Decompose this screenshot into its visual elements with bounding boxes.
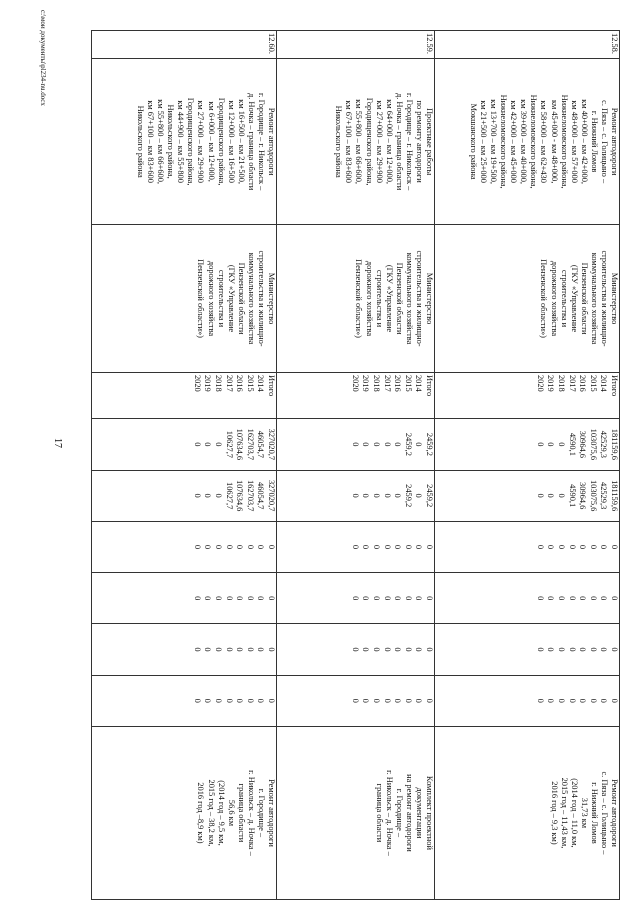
budget-column-b-value: 0 bbox=[214, 596, 224, 601]
budget-column-b-value: 0 bbox=[382, 596, 392, 601]
total-funding-value: 0 bbox=[414, 442, 424, 447]
executor-line: строительства и bbox=[374, 269, 384, 328]
budget-column-a-value: 0 bbox=[214, 544, 224, 550]
regional-budget-value: 0 bbox=[535, 493, 545, 498]
measure-name bbox=[277, 59, 435, 225]
expected-result-line: 31,73 км bbox=[579, 797, 589, 829]
budget-column-c-value: 0 bbox=[567, 647, 577, 652]
budget-column-b-value: 0 bbox=[245, 596, 255, 601]
budget-column-b-value: 0 bbox=[535, 596, 545, 601]
measure-name-line: Городищенского района, bbox=[216, 97, 226, 186]
budget-column-b-value: 0 bbox=[350, 596, 360, 601]
measure-name bbox=[435, 59, 620, 225]
total-funding-value: 0 bbox=[557, 442, 567, 447]
expected-result bbox=[92, 726, 277, 899]
measure-name-line: д. Ночка – граница области bbox=[394, 92, 404, 191]
budget-column-a-value: 0 bbox=[567, 544, 577, 550]
budget-column-d-value: 0 bbox=[578, 698, 588, 703]
measure-name-line: км 6+000 – км 12+000, bbox=[206, 101, 216, 182]
measure-name-line: км 67+100 – км 83+600 bbox=[344, 100, 354, 183]
budget-column-b-value: 0 bbox=[203, 596, 213, 601]
table-row bbox=[435, 31, 620, 900]
regional-budget-value: 30964,6 bbox=[578, 482, 588, 510]
year-list bbox=[435, 372, 620, 418]
budget-column-d-value: 0 bbox=[414, 698, 424, 703]
year-list-value: 2017 bbox=[382, 374, 392, 392]
budget-column-d bbox=[92, 675, 277, 726]
regional-budget bbox=[277, 470, 435, 521]
total-funding-value: 0 bbox=[192, 442, 202, 447]
budget-column-b-value: 0 bbox=[256, 596, 266, 601]
budget-column-a-value: 0 bbox=[414, 544, 424, 550]
budget-column-d-value: 0 bbox=[557, 698, 567, 703]
regional-budget-value: 42529,3 bbox=[599, 482, 609, 510]
budget-column-a-value: 0 bbox=[245, 544, 255, 550]
year-list bbox=[92, 372, 277, 418]
budget-column-b-value: 0 bbox=[192, 596, 202, 601]
measure-name-line: км 64+000 – км 12+000, bbox=[384, 99, 394, 184]
executor bbox=[435, 225, 620, 373]
total-funding-value: 327020,7 bbox=[267, 428, 276, 461]
regional-budget-value: 162703,7 bbox=[245, 479, 255, 512]
budget-column-a bbox=[435, 521, 620, 572]
executor-line: коммунального хозяйства bbox=[404, 252, 414, 345]
expected-result-line: на ремонт автодороги bbox=[404, 774, 414, 852]
total-funding bbox=[277, 419, 435, 470]
budget-column-d-value: 0 bbox=[610, 698, 619, 703]
budget-column-c-value: 0 bbox=[350, 647, 360, 652]
measure-name-line: км 27+000 – км 29+900 bbox=[196, 100, 206, 183]
year-list-value: 2016 bbox=[578, 374, 588, 392]
budget-column-d-value: 0 bbox=[350, 698, 360, 703]
budget-column-a-value: 0 bbox=[203, 544, 213, 550]
budget-column-a-value: 0 bbox=[361, 544, 371, 550]
budget-column-c-value: 0 bbox=[267, 647, 276, 652]
regional-budget-value: 0 bbox=[214, 493, 224, 498]
table-row bbox=[277, 31, 435, 900]
executor bbox=[277, 225, 435, 373]
budget-column-b-value: 0 bbox=[393, 596, 403, 601]
measure-name-line: Городищенского района, bbox=[364, 97, 374, 186]
year-list-value: 2014 bbox=[414, 374, 424, 392]
budget-column-a-value: 0 bbox=[588, 544, 598, 550]
budget-column-a-value: 0 bbox=[599, 544, 609, 550]
budget-column-d-value: 0 bbox=[267, 698, 276, 703]
total-funding bbox=[92, 419, 277, 470]
year-list-value: Итого bbox=[425, 374, 434, 397]
regional-budget-value: 0 bbox=[557, 493, 567, 498]
year-list-value: 2019 bbox=[546, 374, 556, 392]
year-list-value: 2019 bbox=[361, 374, 371, 392]
budget-column-c-value: 0 bbox=[393, 647, 403, 652]
measure-name-line: с. Пяза – с. Голицыно – bbox=[599, 100, 609, 184]
regional-budget-value: 46054,7 bbox=[256, 482, 266, 510]
measure-name bbox=[92, 59, 277, 225]
expected-result-line: г. Никольск – д. Ночка – bbox=[384, 770, 394, 856]
year-list-value: 2018 bbox=[557, 374, 567, 392]
budget-column-a-value: 0 bbox=[350, 544, 360, 550]
year-list-value: 2014 bbox=[599, 374, 609, 392]
measure-name-line: г. Городище – г. Никольск – bbox=[256, 92, 266, 191]
expected-result-line: Ремонт автодороги bbox=[610, 779, 619, 847]
budget-column-a-value: 0 bbox=[557, 544, 567, 550]
executor-line: строительства и жилищно- bbox=[599, 250, 609, 347]
expected-result-line: граница области bbox=[374, 783, 384, 843]
executor-line: дорожного хозяйства bbox=[364, 260, 374, 337]
budget-column-b-value: 0 bbox=[546, 596, 556, 601]
budget-column-b-value: 0 bbox=[267, 596, 276, 601]
total-funding-value: 0 bbox=[361, 442, 371, 447]
total-funding-value: 10627,7 bbox=[224, 430, 234, 458]
measure-name-line: км 40+000 – км 42+000, bbox=[579, 99, 589, 184]
total-funding-value: 0 bbox=[214, 442, 224, 447]
budget-column-c-value: 0 bbox=[214, 647, 224, 652]
year-list-value: 2016 bbox=[393, 374, 403, 392]
total-funding-value: 0 bbox=[372, 442, 382, 447]
budget-column-d-value: 0 bbox=[203, 698, 213, 703]
expected-result-line: 2016 год – 9,3 км) bbox=[549, 781, 559, 845]
executor-line: Пензенской области») bbox=[196, 259, 206, 338]
measure-name-line: г. Городище – г. Никольск – bbox=[404, 92, 414, 191]
budget-column-a-value: 0 bbox=[403, 544, 413, 550]
budget-column-a-value: 0 bbox=[425, 544, 434, 550]
total-funding-value: 0 bbox=[382, 442, 392, 447]
budget-column-b-value: 0 bbox=[235, 596, 245, 601]
expected-result-line: граница области bbox=[236, 783, 246, 843]
total-funding-value: 162703,7 bbox=[245, 428, 255, 461]
total-funding-value: 0 bbox=[203, 442, 213, 447]
regional-budget-value: 0 bbox=[414, 493, 424, 498]
budget-column-c-value: 0 bbox=[382, 647, 392, 652]
measure-name-line: Городищенского района, bbox=[186, 97, 196, 186]
budget-column-d-value: 0 bbox=[372, 698, 382, 703]
budget-column-b-value: 0 bbox=[610, 596, 619, 601]
measure-name-line: Проектные работы bbox=[425, 107, 434, 176]
budget-column-a-value: 0 bbox=[546, 544, 556, 550]
budget-column-a-value: 0 bbox=[393, 544, 403, 550]
total-funding-value: 46054,7 bbox=[256, 430, 266, 458]
measure-name-line: км 13+700 – км 19+500, bbox=[489, 99, 499, 184]
regional-budget-value: 4590,1 bbox=[567, 484, 577, 508]
total-funding-value: 2459,2 bbox=[425, 432, 434, 456]
year-list-value: 2020 bbox=[535, 374, 545, 392]
budget-column-b-value: 0 bbox=[414, 596, 424, 601]
budget-column-a-value: 0 bbox=[382, 544, 392, 550]
executor-line: дорожного хозяйства bbox=[206, 260, 216, 337]
executor-line: строительства и жилищно- bbox=[256, 250, 266, 347]
year-list-value: 2019 bbox=[203, 374, 213, 392]
budget-column-d-value: 0 bbox=[546, 698, 556, 703]
measure-name-line: км 58+000 – км 62+430 bbox=[539, 100, 549, 183]
row-number: 12.58. bbox=[435, 31, 620, 59]
executor-line: Министерство bbox=[267, 272, 276, 325]
total-funding-value: 0 bbox=[546, 442, 556, 447]
budget-column-c-value: 0 bbox=[256, 647, 266, 652]
year-list-value: 2018 bbox=[214, 374, 224, 392]
budget-column-a-value: 0 bbox=[235, 544, 245, 550]
budget-column-d-value: 0 bbox=[361, 698, 371, 703]
measure-name-line: км 45+000 - км 48+000, bbox=[549, 99, 559, 184]
executor-line: (ГКУ «Управление bbox=[569, 264, 579, 333]
budget-column-d-value: 0 bbox=[403, 698, 413, 703]
budget-column-b-value: 0 bbox=[425, 596, 434, 601]
expected-result bbox=[277, 726, 435, 899]
year-list-value: 2020 bbox=[192, 374, 202, 392]
budget-column-b bbox=[92, 573, 277, 624]
budget-column-b-value: 0 bbox=[403, 596, 413, 601]
total-funding-value: 107634,6 bbox=[235, 428, 245, 461]
executor-line: Пензенской области bbox=[394, 262, 404, 335]
year-list-value: 2017 bbox=[224, 374, 234, 392]
budget-column-b-value: 0 bbox=[557, 596, 567, 601]
executor-line: дорожного хозяйства bbox=[549, 260, 559, 337]
budget-column-c-value: 0 bbox=[425, 647, 434, 652]
total-funding-value: 0 bbox=[393, 442, 403, 447]
regional-budget-value: 103075,6 bbox=[588, 479, 598, 512]
regional-budget-value: 0 bbox=[203, 493, 213, 498]
measure-name-line: км 55+800 – км 66+600, bbox=[156, 99, 166, 184]
total-funding-value: 2459,2 bbox=[403, 432, 413, 456]
measure-name-line: км 48+000 – км 57+000 bbox=[569, 100, 579, 183]
regional-budget-value: 0 bbox=[382, 493, 392, 498]
budget-column-a-value: 0 bbox=[224, 544, 234, 550]
total-funding-value: 4590,1 bbox=[567, 432, 577, 456]
executor-line: коммунального хозяйства bbox=[246, 252, 256, 345]
budget-column-c-value: 0 bbox=[610, 647, 619, 652]
regional-budget-value: 0 bbox=[372, 493, 382, 498]
regional-budget-value: 0 bbox=[361, 493, 371, 498]
expected-result bbox=[435, 726, 620, 899]
budget-column-d-value: 0 bbox=[245, 698, 255, 703]
budget-column-d-value: 0 bbox=[214, 698, 224, 703]
budget-column-c bbox=[435, 624, 620, 675]
budget-column-d-value: 0 bbox=[192, 698, 202, 703]
budget-column-c-value: 0 bbox=[578, 647, 588, 652]
measure-name-line: д. Ночка – граница области bbox=[246, 92, 256, 191]
budget-column-a bbox=[92, 521, 277, 572]
budget-column-b-value: 0 bbox=[567, 596, 577, 601]
expected-result-line: г. Городище – bbox=[394, 788, 404, 838]
budget-column-b-value: 0 bbox=[224, 596, 234, 601]
budget-column-c-value: 0 bbox=[588, 647, 598, 652]
row-number: 12.60. bbox=[92, 31, 277, 59]
total-funding-value: 181159,6 bbox=[610, 428, 619, 460]
measure-name-line: Нижнеломовского района, bbox=[529, 94, 539, 189]
budget-column-d bbox=[277, 675, 435, 726]
measure-name-line: Никольского района bbox=[334, 105, 344, 178]
regional-budget-value: 2459,2 bbox=[425, 484, 434, 508]
budget-column-d-value: 0 bbox=[599, 698, 609, 703]
budget-column-b-value: 0 bbox=[588, 596, 598, 601]
budget-column-c-value: 0 bbox=[235, 647, 245, 652]
expected-result-line: документации bbox=[414, 787, 424, 839]
executor-line: Министерство bbox=[425, 272, 434, 325]
year-list-value: Итого bbox=[267, 374, 276, 397]
executor-line: строительства и bbox=[559, 269, 569, 328]
regional-budget-value: 0 bbox=[393, 493, 403, 498]
measure-name-line: км 27+000 – км 29+900 bbox=[374, 100, 384, 183]
budget-column-c-value: 0 bbox=[372, 647, 382, 652]
expected-result-line: Комплект проектной bbox=[425, 775, 434, 850]
budget-column-c-value: 0 bbox=[535, 647, 545, 652]
budget-column-d-value: 0 bbox=[567, 698, 577, 703]
measure-name-line: км 39+000 – км 40+000, bbox=[519, 99, 529, 184]
total-funding-value: 0 bbox=[350, 442, 360, 447]
expected-result-line: г. Нижний Ломов bbox=[589, 782, 599, 844]
executor bbox=[92, 225, 277, 373]
executor-line: Пензенской области») bbox=[354, 259, 364, 338]
total-funding-value: 30964,6 bbox=[578, 430, 588, 458]
budget-column-d-value: 0 bbox=[425, 698, 434, 703]
regional-budget bbox=[92, 470, 277, 521]
file-path-footer: c:\мои документы\pl234-nu.docx bbox=[39, 10, 47, 106]
year-list bbox=[277, 372, 435, 418]
expected-result-line: (2014 год – 9,5 км, bbox=[216, 780, 226, 846]
total-funding-value: 0 bbox=[535, 442, 545, 447]
budget-column-d bbox=[435, 675, 620, 726]
budget-column-a-value: 0 bbox=[578, 544, 588, 550]
measure-name-line: км 44+900 – км 55+800 bbox=[176, 100, 186, 183]
expected-result-line: 2015 год – 11,43 км, bbox=[559, 777, 569, 849]
budget-column-d-value: 0 bbox=[382, 698, 392, 703]
executor-line: Пензенской области bbox=[579, 262, 589, 335]
total-funding-value: 103075,6 bbox=[588, 428, 598, 461]
budget-column-a-value: 0 bbox=[256, 544, 266, 550]
expected-result-line: (2014 год – 11,0 км, bbox=[569, 778, 579, 848]
measure-name-line: Нижнеломовского района, bbox=[499, 94, 509, 189]
budget-column-d-value: 0 bbox=[235, 698, 245, 703]
budget-column-d-value: 0 bbox=[588, 698, 598, 703]
regional-budget-value: 327020,7 bbox=[267, 479, 276, 512]
regional-budget-value: 0 bbox=[350, 493, 360, 498]
budget-column-b-value: 0 bbox=[578, 596, 588, 601]
measure-name-line: Никольского района, bbox=[166, 104, 176, 179]
budget-column-a-value: 0 bbox=[610, 544, 619, 550]
measure-name-line: Мокшанского района bbox=[468, 103, 478, 180]
year-list-value: 2020 bbox=[350, 374, 360, 392]
measure-name-line: км 67+100 – км 83+600 bbox=[146, 100, 156, 183]
regional-budget-value: 107634,6 bbox=[235, 479, 245, 512]
year-list-value: 2014 bbox=[256, 374, 266, 392]
budget-column-c-value: 0 bbox=[224, 647, 234, 652]
regional-budget-value: 0 bbox=[546, 493, 556, 498]
row-number: 12.59. bbox=[277, 31, 435, 59]
regional-budget bbox=[435, 470, 620, 521]
budget-column-c bbox=[92, 624, 277, 675]
year-list-value: 2015 bbox=[588, 374, 598, 392]
year-list-value: 2016 bbox=[235, 374, 245, 392]
measure-name-line: Ремонт автодороги bbox=[267, 107, 276, 176]
regional-budget-value: 181159,6 bbox=[610, 480, 619, 512]
measure-name-line: км 16+500 – км 21+500, bbox=[236, 99, 246, 184]
expected-result-line: Ремонт автодороги bbox=[267, 779, 276, 847]
budget-column-b-value: 0 bbox=[372, 596, 382, 601]
regional-budget-value: 10627,7 bbox=[224, 482, 234, 510]
budget-column-c-value: 0 bbox=[203, 647, 213, 652]
budget-column-b bbox=[277, 573, 435, 624]
executor-line: (ГКУ «Управление bbox=[226, 264, 236, 333]
regional-budget-value: 0 bbox=[192, 493, 202, 498]
budget-column-b-value: 0 bbox=[361, 596, 371, 601]
budget-column-d-value: 0 bbox=[256, 698, 266, 703]
measure-name-line: Нижнеломовского района, bbox=[559, 94, 569, 189]
expected-result-line: г. Городище – bbox=[256, 788, 266, 838]
executor-line: коммунального хозяйства bbox=[589, 252, 599, 345]
budget-column-c bbox=[277, 624, 435, 675]
measure-name-line: км 55+800 – км 66+600, bbox=[354, 99, 364, 184]
measure-name-line: г. Нижний Ломов bbox=[589, 110, 599, 173]
total-funding-value: 42529,3 bbox=[599, 430, 609, 458]
executor-line: строительства и жилищно- bbox=[414, 250, 424, 347]
executor-line: строительства и bbox=[216, 269, 226, 328]
budget-column-c-value: 0 bbox=[245, 647, 255, 652]
measure-name-line: км 12+000 – км 16+500 bbox=[226, 100, 236, 183]
table-body bbox=[92, 31, 620, 900]
budget-column-c-value: 0 bbox=[192, 647, 202, 652]
executor-line: (ГКУ «Управление bbox=[384, 264, 394, 333]
budget-column-c-value: 0 bbox=[403, 647, 413, 652]
measure-name-line: по ремонту автодороги bbox=[414, 100, 424, 183]
budget-column-c-value: 0 bbox=[557, 647, 567, 652]
table-row bbox=[92, 31, 277, 900]
executor-line: Министерство bbox=[610, 272, 619, 325]
year-list-value: 2017 bbox=[567, 374, 577, 392]
expected-result-line: 2016 год –8,9 км) bbox=[196, 782, 206, 844]
measure-name-line: Ремонт автодороги bbox=[610, 107, 619, 176]
year-list-value: 2015 bbox=[403, 374, 413, 392]
page-number: 17 bbox=[52, 438, 63, 448]
regional-budget-value: 2459,2 bbox=[403, 484, 413, 508]
budget-column-d-value: 0 bbox=[393, 698, 403, 703]
measure-name-line: Никольского района bbox=[135, 105, 145, 178]
budget-column-a-value: 0 bbox=[192, 544, 202, 550]
program-table bbox=[91, 30, 620, 900]
budget-column-d-value: 0 bbox=[224, 698, 234, 703]
expected-result-line: 56,6 км bbox=[226, 799, 236, 827]
budget-column-b bbox=[435, 573, 620, 624]
budget-column-a bbox=[277, 521, 435, 572]
total-funding bbox=[435, 419, 620, 470]
expected-result-line: г. Никольск – д. Ночка – bbox=[246, 770, 256, 856]
budget-column-c-value: 0 bbox=[599, 647, 609, 652]
budget-column-a-value: 0 bbox=[372, 544, 382, 550]
expected-result-line: с. Пяза – с. Голицыно – bbox=[599, 771, 609, 855]
expected-result-line: 2015 год – 38,2 км, bbox=[206, 779, 216, 847]
budget-column-d-value: 0 bbox=[535, 698, 545, 703]
budget-column-a-value: 0 bbox=[535, 544, 545, 550]
executor-line: Пензенской области») bbox=[539, 259, 549, 338]
budget-column-a-value: 0 bbox=[267, 544, 276, 550]
year-list-value: 2015 bbox=[245, 374, 255, 392]
budget-column-b-value: 0 bbox=[599, 596, 609, 601]
budget-column-c-value: 0 bbox=[361, 647, 371, 652]
executor-line: Пензенской области bbox=[236, 262, 246, 335]
measure-name-line: км 42+000 – км 45+000 bbox=[509, 100, 519, 183]
year-list-value: Итого bbox=[610, 374, 619, 397]
budget-column-c-value: 0 bbox=[546, 647, 556, 652]
year-list-value: 2018 bbox=[372, 374, 382, 392]
budget-column-c-value: 0 bbox=[414, 647, 424, 652]
measure-name-line: км 21+500 – км 25+000 bbox=[478, 100, 488, 183]
